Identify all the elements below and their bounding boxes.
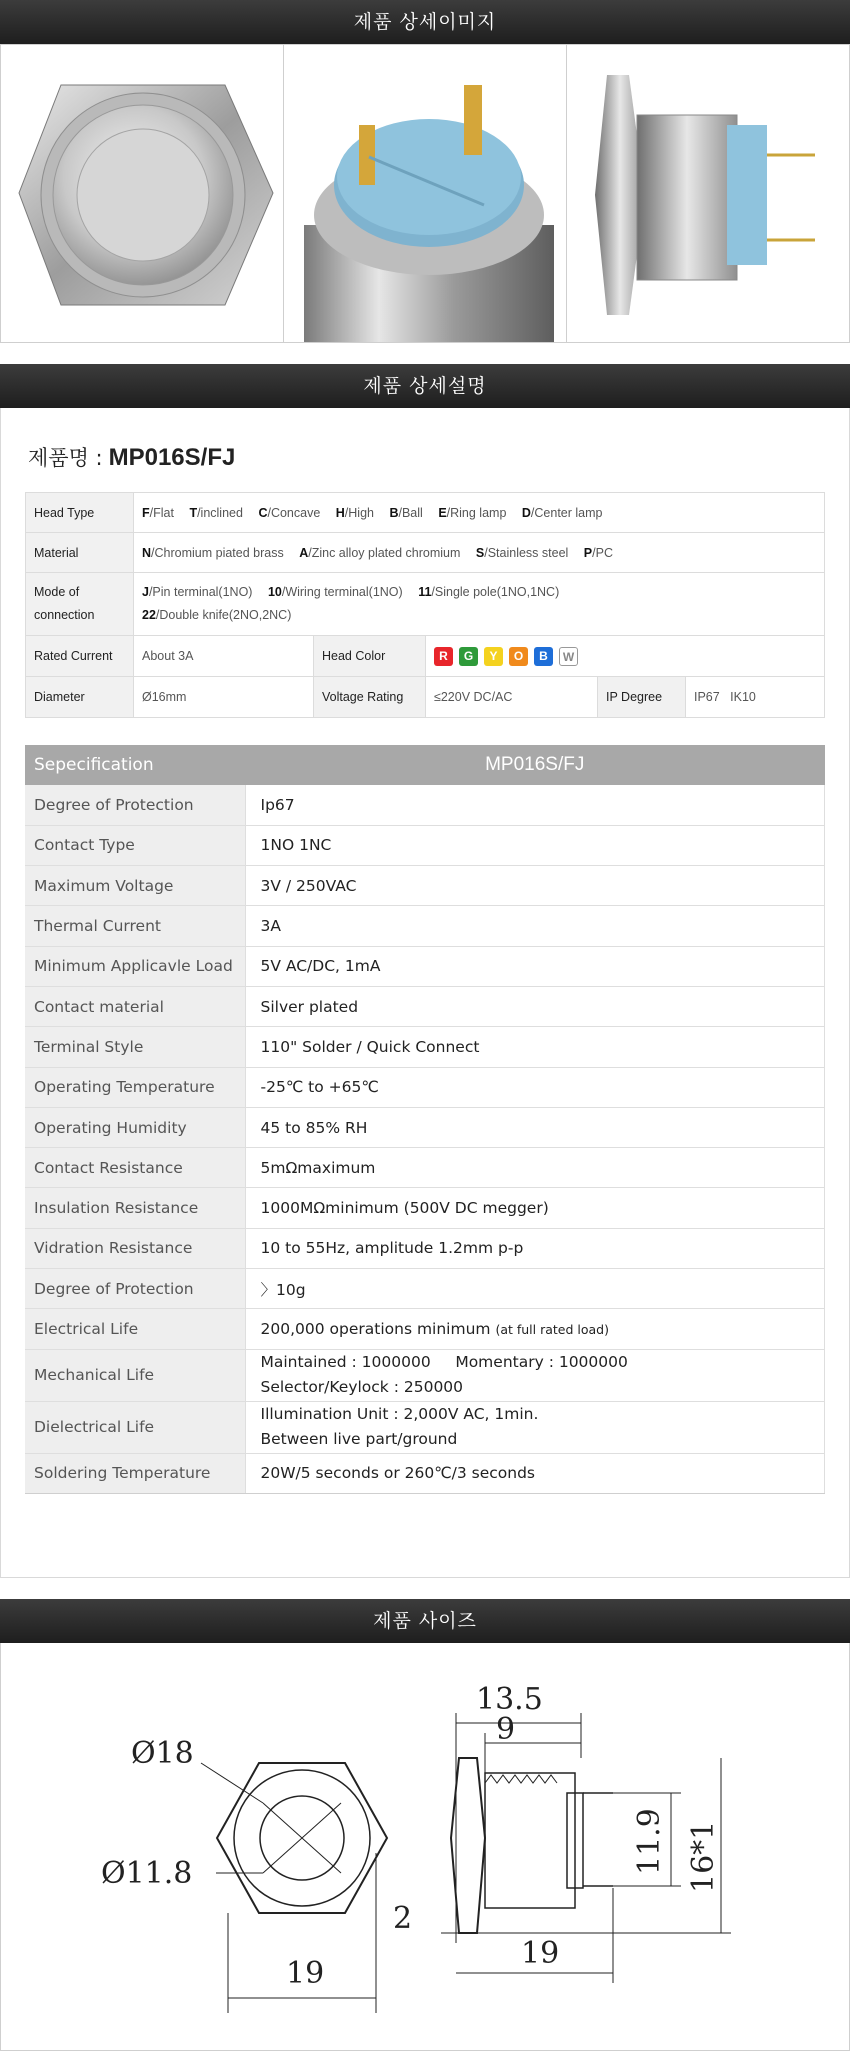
spec-key: Degree of Protection <box>25 785 245 825</box>
material-options <box>134 533 825 573</box>
spec-value: 〉10g <box>245 1269 825 1309</box>
spec-row-soldering <box>25 1453 825 1493</box>
spec-row <box>25 1188 825 1228</box>
spec-row <box>25 1269 825 1309</box>
product-name <box>28 442 235 472</box>
spec-key: Degree of Protection <box>25 1269 245 1309</box>
color-chip-orange: O <box>509 647 528 666</box>
spec-value: 1000MΩminimum (500V DC megger) <box>245 1188 825 1228</box>
color-chip-blue: B <box>534 647 553 666</box>
diameter-value: Ø16mm <box>134 677 314 718</box>
side-view <box>393 1682 731 1983</box>
spec-key: Operating Humidity <box>25 1107 245 1147</box>
spec-value: 1NO 1NC <box>245 825 825 865</box>
spec-value: 3A <box>245 906 825 946</box>
spec-key: Operating Temperature <box>25 1067 245 1107</box>
spec-row <box>25 986 825 1026</box>
dim-outer-diameter: Ø18 <box>131 1736 194 1771</box>
product-model: MP016S/FJ <box>108 444 236 471</box>
size-header: 제품 사이즈 <box>0 1599 850 1643</box>
head-color-label: Head Color <box>314 636 426 677</box>
connection-options <box>134 573 825 636</box>
rated-current-label: Rated Current <box>26 636 134 677</box>
connection-label: Mode of connection <box>26 573 134 636</box>
dim-side-width: 19 <box>521 1936 560 1971</box>
spec-key: Insulation Resistance <box>25 1188 245 1228</box>
spec-header-model: MP016S/FJ <box>245 745 825 785</box>
spec-key: Soldering Temperature <box>25 1453 245 1493</box>
head-type-option: B/Ball <box>389 505 423 520</box>
spec-key: Mechanical Life <box>25 1349 245 1401</box>
dim-front-width: 19 <box>286 1956 325 1991</box>
ip-degree-label: IP Degree <box>598 677 686 718</box>
spec-row <box>25 946 825 986</box>
dim-height: 16*1 <box>686 1820 721 1893</box>
material-option: P/PC <box>583 545 613 560</box>
spec-row <box>25 1107 825 1147</box>
head-type-option: E/Ring lamp <box>438 505 507 520</box>
spec-row <box>25 825 825 865</box>
rated-current-value: About 3A <box>134 636 314 677</box>
head-color-chips <box>426 636 825 677</box>
dim-length-thread: 9 <box>496 1712 516 1747</box>
head-type-option: C/Concave <box>258 505 321 520</box>
spec-header-row <box>25 745 825 785</box>
dim-flange: 2 <box>393 1901 413 1936</box>
connection-row <box>26 573 825 636</box>
spec-value: 5mΩmaximum <box>245 1148 825 1188</box>
specification-table <box>25 745 825 1494</box>
head-type-option: F/Flat <box>142 505 174 520</box>
diameter-label: Diameter <box>26 677 134 718</box>
material-label: Material <box>26 533 134 573</box>
ip-degree-value: IP67 IK10 <box>686 677 825 718</box>
spec-row-mechanical-life <box>25 1349 825 1401</box>
spec-row <box>25 1027 825 1067</box>
dim-inner-diameter: Ø11.8 <box>101 1856 193 1891</box>
spec-value: 20W/5 seconds or 260℃/3 seconds <box>245 1453 825 1493</box>
voltage-rating-label: Voltage Rating <box>314 677 426 718</box>
dim-thread: 11.9 <box>632 1808 667 1875</box>
spec-header-label: Sepecification <box>25 745 245 785</box>
product-photo-side <box>566 44 850 343</box>
head-type-options <box>134 493 825 533</box>
head-type-label: Head Type <box>26 493 134 533</box>
spec-key: Maximum Voltage <box>25 866 245 906</box>
spec-value: 5V AC/DC, 1mA <box>245 946 825 986</box>
spec-value: Ip67 <box>245 785 825 825</box>
spec-row-dielectrical-life <box>25 1401 825 1453</box>
spec-value: 3V / 250VAC <box>245 866 825 906</box>
connection-option: 22/Double knife(2NO,2NC) <box>142 608 292 622</box>
diameter-row <box>26 677 825 718</box>
color-chip-red: R <box>434 647 453 666</box>
current-color-row <box>26 636 825 677</box>
connection-option: 10/Wiring terminal(1NO) <box>267 585 403 599</box>
connection-option: 11/Single pole(1NO,1NC) <box>418 585 560 599</box>
color-chip-yellow: Y <box>484 647 503 666</box>
spec-row <box>25 1228 825 1268</box>
spec-key: Contact Type <box>25 825 245 865</box>
spec-key: Minimum Applicavle Load <box>25 946 245 986</box>
spec-row <box>25 1148 825 1188</box>
spec-row-electrical-life <box>25 1309 825 1349</box>
detail-description-header: 제품 상세설명 <box>0 364 850 408</box>
head-type-option: T/inclined <box>189 505 243 520</box>
spec-value: Illumination Unit : 2,000V AC, 1min. Between live part/ground <box>245 1401 825 1453</box>
spec-key: Thermal Current <box>25 906 245 946</box>
head-type-option: H/High <box>335 505 374 520</box>
dimension-drawing <box>0 1643 850 2051</box>
spec-key: Terminal Style <box>25 1027 245 1067</box>
spec-value: 110" Solder / Quick Connect <box>245 1027 825 1067</box>
front-view <box>101 1736 387 2013</box>
material-option: N/Chromium piated brass <box>142 545 284 560</box>
options-table <box>25 492 825 718</box>
spec-row <box>25 906 825 946</box>
head-type-option: D/Center lamp <box>521 505 603 520</box>
dim-length-total: 13.5 <box>476 1682 543 1717</box>
spec-key: Vidration Resistance <box>25 1228 245 1268</box>
spec-key: Contact material <box>25 986 245 1026</box>
connection-option: J/Pin terminal(1NO) <box>142 585 253 599</box>
product-photo-front <box>0 44 284 343</box>
spec-value: 10 to 55Hz, amplitude 1.2mm p-p <box>245 1228 825 1268</box>
color-chip-white: W <box>559 647 578 666</box>
spec-row <box>25 866 825 906</box>
spec-key: Electrical Life <box>25 1309 245 1349</box>
spec-value: 200,000 operations minimum (at full rated load) <box>245 1309 825 1349</box>
spec-row <box>25 1067 825 1107</box>
product-photo-back <box>283 44 567 343</box>
color-chip-green: G <box>459 647 478 666</box>
product-gallery <box>0 44 850 343</box>
spec-value: -25℃ to +65℃ <box>245 1067 825 1107</box>
detail-images-header: 제품 상세이미지 <box>0 0 850 44</box>
spec-key: Dielectrical Life <box>25 1401 245 1453</box>
spec-key: Contact Resistance <box>25 1148 245 1188</box>
head-type-row <box>26 493 825 533</box>
product-name-label: 제품명 : <box>28 446 103 470</box>
spec-value: Maintained : 1000000 Momentary : 1000000 Selector/Keylock : 250000 <box>245 1349 825 1401</box>
material-option: A/Zinc alloy plated chromium <box>299 545 461 560</box>
spec-value: 45 to 85% RH <box>245 1107 825 1147</box>
material-row <box>26 533 825 573</box>
spec-row <box>25 785 825 825</box>
material-option: S/Stainless steel <box>475 545 569 560</box>
voltage-rating-value: ≤220V DC/AC <box>426 677 598 718</box>
spec-note: (at full rated load) <box>495 1322 609 1337</box>
spec-value: Silver plated <box>245 986 825 1026</box>
